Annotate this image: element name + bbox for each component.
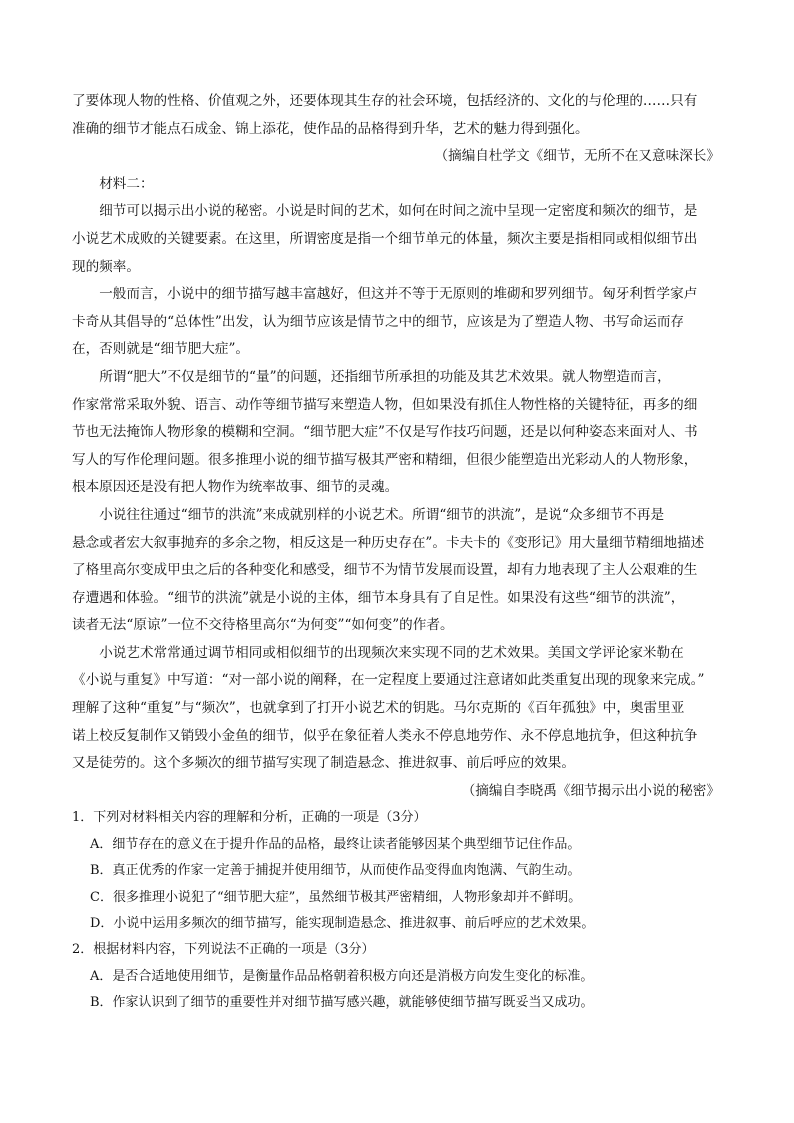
text-line: 小说艺术常常通过调节相同或相似细节的出现频次来实现不同的艺术效果。美国文学评论家米勒在 [99, 644, 684, 661]
paragraph-1 [72, 198, 722, 281]
text-line: 写人的写作伦理问题。很多推理小说的细节描写极其严密和精细，但很少能塑造出光彩动人的人物形象， [72, 451, 698, 468]
question-stem: 2．根据材料内容，下列说法不正确的一项是（3分） [72, 942, 375, 958]
option-b: B．真正优秀的作家一定善于捕捉并使用细节，从而使作品变得血肉饱满、气韵生动。 [90, 863, 581, 879]
text-line: 理解了这种“重复”与“频次”，也就拿到了打开小说艺术的钥匙。马尔克斯的《百年孤独》中，奥雷里亚 [72, 700, 685, 717]
paragraph-2 [72, 281, 722, 364]
text-line: 现的频率。 [72, 258, 140, 275]
text-line: 悬念或者宏大叙事抛弃的多余之物，相反这是一种历史存在”。卡夫卡的《变形记》用大量细节精细地描述 [72, 534, 705, 551]
text-line: 了格里高尔变成甲虫之后的各种变化和感受，细节不为情节发展而设置，却有力地表现了主人公艰难的生 [72, 562, 698, 579]
paragraph-5 [72, 640, 722, 778]
text-line: 《小说与重复》中写道：“对一部小说的阐释，在一定程度上要通过注意诸如此类重复出现的现象来完成。” [72, 672, 705, 689]
text-line: 作家常常采取外貌、语言、动作等细节描写来塑造人物，但如果没有抓住人物性格的关键特征，再多的细 [72, 396, 698, 413]
text-line: 一般而言，小说中的细节描写越丰富越好，但这并不等于无原则的堆砌和罗列细节。匈牙利哲学家卢 [99, 286, 698, 303]
text-line: 诺上校反复制作又销毁小金鱼的细节，似乎在象征着人类永不停息地劳作、永不停息地抗争，但这种抗争 [72, 727, 698, 744]
text-line: 细节可以揭示出小说的秘密。小说是时间的艺术，如何在时间之流中呈现一定密度和频次的细节，是 [99, 203, 698, 220]
text-line: 存遭遇和体验。“细节的洪流”就是小说的主体，细节本身具有了自足性。如果没有这些“细节的洪流”， [72, 589, 685, 606]
source-citation-one: （摘编自杜学文《细节，无所不在又意味深长》 [434, 148, 720, 165]
paragraph-3 [72, 364, 722, 502]
question-2 [72, 937, 722, 1016]
option-a: A．是否合适地使用细节，是衡量作品品格朝着积极方向还是消极方向发生变化的标准。 [90, 968, 594, 984]
text-line: 卡奇从其倡导的“总体性”出发，认为细节应该是情节之中的细节，应该是为了塑造人物、书写命运而存 [72, 313, 685, 330]
option-b: B．作家认识到了细节的重要性并对细节描写感兴趣，就能够使细节描写既妥当又成功。 [90, 995, 594, 1011]
option-a: A．细节存在的意义在于提升作品的品格，最终让读者能够因某个典型细节记住作品。 [90, 836, 581, 852]
paragraph-4 [72, 502, 722, 640]
text-line: 又是徒劳的。这个多频次的细节描写实现了制造悬念、推进叙事、前后呼应的效果。 [72, 755, 575, 772]
text-line: 读者无法“原谅”一位不交待格里高尔“为何变”“如何变”的作者。 [72, 617, 454, 634]
text-line: 小说往往通过“细节的洪流”来成就别样的小说艺术。所谓“细节的洪流”，是说“众多细节不再是 [99, 506, 665, 523]
text-line: 了要体现人物的性格、价值观之外，还要体现其生存的社会环境，包括经济的、文化的与伦理的……只有 [72, 93, 698, 109]
text-line: 准确的细节才能点石成金、锦上添花，使作品的品格得到升华，艺术的魅力得到强化。 [72, 120, 589, 137]
question-stem: 1．下列对材料相关内容的理解和分析，正确的一项是（3分） [72, 810, 427, 826]
question-1 [72, 805, 722, 937]
option-c: C．很多推理小说犯了“细节肥大症”，虽然细节极其严密精细，人物形象却并不鲜明。 [90, 889, 582, 905]
text-line: 在，否则就是“细节肥大症”。 [72, 341, 250, 358]
text-line: 小说艺术成败的关键要素。在这里，所谓密度是指一个细节单元的体量，频次主要是指相同或相似细节出 [72, 230, 698, 247]
material-two-heading: 材料二： [99, 175, 154, 192]
option-d: D．小说中运用多频次的细节描写，能实现制造悬念、推进叙事、前后呼应的艺术效果。 [90, 916, 595, 931]
material-one-tail [72, 88, 722, 143]
text-line: 节也无法掩饰人物形象的模糊和空洞。“细节肥大症”不仅是写作技巧问题，还是以何种姿态来面对人、书 [72, 424, 698, 441]
text-line: 根本原因还是没有把人物作为统率故事、细节的灵魂。 [72, 479, 399, 496]
source-citation-two: （摘编自李晓禹《细节揭示出小说的秘密》 [461, 782, 720, 799]
text-line: 所谓“肥大”不仅是细节的“量”的问题，还指细节所承担的功能及其艺术效果。就人物塑造而言， [99, 368, 671, 385]
